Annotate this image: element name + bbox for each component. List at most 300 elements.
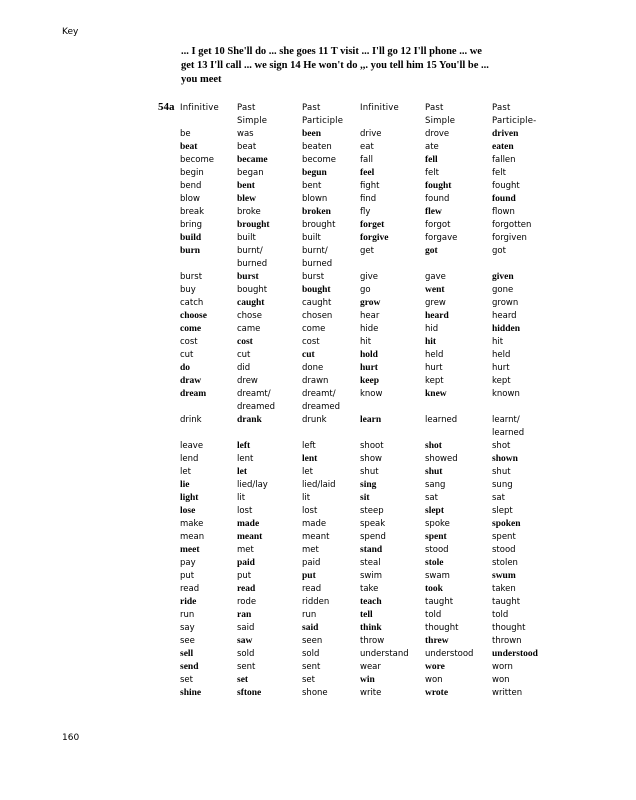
verb-form: learned	[425, 415, 458, 425]
verb-form: flew	[425, 207, 442, 217]
verb-form: given	[492, 272, 514, 282]
verb-row	[0, 310, 636, 323]
verb-row	[0, 180, 636, 193]
verb-form: beaten	[302, 142, 332, 152]
verb-form: blow	[180, 194, 200, 204]
page-number: 160	[62, 733, 80, 743]
verb-form: steep	[360, 506, 384, 516]
verb-form: fought	[492, 181, 520, 191]
verb-form: found	[425, 194, 450, 204]
verb-form: burst	[180, 272, 203, 282]
verb-form: hurt	[425, 363, 443, 373]
verb-row	[0, 609, 636, 622]
verb-form: cost	[302, 337, 320, 347]
verb-form: buy	[180, 285, 196, 295]
verb-form: taught	[425, 597, 454, 607]
verb-form: choose	[180, 311, 207, 321]
verb-form: understood	[492, 649, 538, 659]
verb-form: lit	[302, 493, 311, 503]
verb-form: show	[360, 454, 382, 464]
verb-form: break	[180, 207, 205, 217]
verb-form: thought	[492, 623, 526, 633]
verb-row	[0, 440, 636, 453]
verb-form: sold	[302, 649, 320, 659]
verb-form: spent	[425, 532, 447, 542]
verb-form: got	[425, 246, 438, 256]
verb-form: become	[302, 155, 337, 165]
column-header: Past Simple	[237, 103, 268, 126]
verb-row	[0, 570, 636, 583]
verb-form: read	[237, 584, 256, 594]
verb-form: brought	[237, 220, 270, 230]
verb-form: left	[302, 441, 316, 451]
verb-form: shot	[492, 441, 511, 451]
verb-form: came	[237, 324, 261, 334]
verb-form: cost	[237, 337, 253, 347]
verb-form: cut	[237, 350, 251, 360]
verb-form: built	[302, 233, 321, 243]
verb-form: hear	[360, 311, 380, 321]
verb-form: hidden	[492, 324, 520, 334]
verb-form: drank	[237, 415, 262, 425]
verb-form: met	[237, 545, 254, 555]
verb-form: forget	[360, 220, 385, 230]
verb-form: knew	[425, 389, 447, 399]
verb-form: kept	[425, 376, 444, 386]
verb-form: stood	[425, 545, 449, 555]
verb-form: brought	[302, 220, 336, 230]
verb-form: hit	[492, 337, 504, 347]
verb-form: burnt/ burned	[237, 246, 268, 269]
verb-form: been	[302, 129, 321, 139]
verb-form: cost	[180, 337, 198, 347]
verb-form: put	[180, 571, 195, 581]
verb-form: slept	[492, 506, 513, 516]
verb-form: let	[237, 467, 248, 477]
verb-form: sat	[492, 493, 505, 503]
verb-form: run	[180, 610, 195, 620]
verb-form: find	[360, 194, 377, 204]
verb-row	[0, 557, 636, 570]
verb-form: lie	[180, 480, 190, 490]
verb-row	[0, 154, 636, 167]
verb-form: found	[492, 194, 516, 204]
verb-row	[0, 284, 636, 297]
verb-form: rode	[237, 597, 257, 607]
verb-form: forgotten	[492, 220, 532, 230]
verb-form: meet	[180, 545, 200, 555]
verb-form: drink	[180, 415, 202, 425]
verb-form: shone	[302, 688, 328, 698]
exercise-number: 54a	[158, 101, 175, 113]
verb-form: mean	[180, 532, 205, 542]
verb-form: went	[425, 285, 445, 295]
verb-form: become	[180, 155, 215, 165]
verb-form: win	[360, 675, 375, 685]
verb-form: lend	[180, 454, 199, 464]
verb-form: fell	[425, 155, 438, 165]
verb-form: forgave	[425, 233, 458, 243]
verb-row	[0, 232, 636, 245]
verb-row	[0, 661, 636, 674]
verb-form: read	[180, 584, 200, 594]
verb-form: seen	[302, 636, 323, 646]
verb-table	[0, 128, 636, 700]
verb-form: eat	[360, 142, 374, 152]
verb-form: sat	[425, 493, 438, 503]
verb-form: held	[425, 350, 444, 360]
verb-form: blown	[302, 194, 328, 204]
verb-row	[0, 583, 636, 596]
verb-form: beat	[180, 142, 198, 152]
verb-form: begun	[302, 168, 327, 178]
verb-form: forgive	[360, 233, 389, 243]
verb-form: written	[492, 688, 523, 698]
verb-form: shut	[425, 467, 443, 477]
verb-form: drew	[237, 376, 258, 386]
verb-form: set	[237, 675, 249, 685]
verb-form: won	[425, 675, 443, 685]
answer-line: you meet	[181, 74, 222, 85]
verb-row	[0, 466, 636, 479]
verb-form: get	[360, 246, 374, 256]
verb-form: burnt/ burned	[302, 246, 333, 269]
verb-form: bent	[237, 181, 255, 191]
verb-form: let	[180, 467, 191, 477]
verb-form: said	[302, 623, 319, 633]
column-header: Infinitive	[180, 103, 219, 113]
verb-form: set	[302, 675, 315, 685]
verb-form: spoken	[492, 519, 521, 529]
verb-form: held	[492, 350, 511, 360]
answer-line: get 13 I'll call ... we sign 14 He won't do ,,. you tell him 15 You'll be ...	[181, 60, 489, 71]
verb-row	[0, 323, 636, 336]
verb-form: stood	[492, 545, 516, 555]
verb-row	[0, 297, 636, 310]
verb-form: chosen	[302, 311, 333, 321]
verb-form: left	[237, 441, 251, 451]
verb-form: swim	[360, 571, 383, 581]
verb-form: sftone	[237, 688, 262, 698]
verb-form: bought	[237, 285, 268, 295]
verb-form: slept	[425, 506, 444, 516]
verb-form: grow	[360, 298, 381, 308]
verb-form: hid	[425, 324, 439, 334]
verb-form: speak	[360, 519, 386, 529]
verb-form: give	[360, 272, 379, 282]
verb-form: see	[180, 636, 195, 646]
verb-form: meant	[237, 532, 263, 542]
verb-form: teach	[360, 597, 382, 607]
verb-form: burst	[302, 272, 325, 282]
verb-form: feel	[360, 168, 375, 178]
verb-form: put	[237, 571, 252, 581]
verb-form: understand	[360, 649, 409, 659]
verb-form: tell	[360, 610, 373, 620]
verb-form: bring	[180, 220, 203, 230]
verb-form: paid	[237, 558, 255, 568]
verb-form: heard	[425, 311, 449, 321]
verb-form: wear	[360, 662, 381, 672]
verb-form: ran	[237, 610, 252, 620]
verb-row	[0, 375, 636, 388]
verb-form: lose	[180, 506, 196, 516]
verb-form: saw	[237, 636, 253, 646]
verb-form: dream	[180, 389, 207, 399]
verb-form: grown	[492, 298, 519, 308]
verb-form: felt	[425, 168, 439, 178]
verb-form: felt	[492, 168, 506, 178]
verb-row	[0, 492, 636, 505]
verb-form: lent	[237, 454, 254, 464]
verb-form: broke	[237, 207, 261, 217]
verb-form: be	[180, 129, 191, 139]
verb-form: forgot	[425, 220, 451, 230]
verb-form: told	[425, 610, 442, 620]
verb-form: fight	[360, 181, 380, 191]
verb-form: lit	[237, 493, 246, 503]
verb-form: lost	[302, 506, 318, 516]
verb-form: fought	[425, 181, 452, 191]
verb-form: sent	[237, 662, 256, 672]
verb-form: light	[180, 493, 199, 503]
verb-form: flown	[492, 207, 515, 217]
verb-form: drove	[425, 129, 450, 139]
verb-row	[0, 687, 636, 700]
verb-form: sung	[492, 480, 513, 490]
verb-form: sing	[360, 480, 377, 490]
answer-text	[181, 45, 551, 87]
verb-form: built	[237, 233, 256, 243]
verb-row	[0, 648, 636, 661]
verb-form: lost	[237, 506, 253, 516]
verb-row	[0, 362, 636, 375]
verb-form: known	[492, 389, 520, 399]
verb-form: steal	[360, 558, 381, 568]
verb-form: taken	[492, 584, 516, 594]
verb-row	[0, 128, 636, 141]
verb-form: dreamt/ dreamed	[302, 389, 341, 412]
verb-form: pay	[180, 558, 196, 568]
verb-row	[0, 596, 636, 609]
verb-form: cut	[180, 350, 194, 360]
verb-form: beat	[237, 142, 257, 152]
verb-form: learn	[360, 415, 382, 425]
verb-form: draw	[180, 376, 202, 386]
verb-form: lent	[302, 454, 318, 464]
verb-form: taught	[492, 597, 521, 607]
verb-form: hurt	[492, 363, 510, 373]
verb-form: drawn	[302, 376, 329, 386]
verb-form: spend	[360, 532, 386, 542]
verb-row	[0, 635, 636, 648]
verb-form: done	[302, 363, 324, 373]
verb-form: burn	[180, 246, 201, 256]
verb-form: met	[302, 545, 319, 555]
verb-form: shine	[180, 688, 202, 698]
verb-form: was	[237, 129, 254, 139]
answer-line: ... I get 10 She'll do ... she goes 11 T visit ... I'll go 12 I'll phone ... we	[181, 46, 482, 57]
verb-form: wrote	[425, 688, 449, 698]
verb-form: shown	[492, 454, 518, 464]
verb-form: grew	[425, 298, 446, 308]
column-header: Past Participle-	[492, 103, 537, 126]
verb-form: thrown	[492, 636, 522, 646]
verb-row	[0, 167, 636, 180]
verb-form: keep	[360, 376, 379, 386]
verb-row	[0, 336, 636, 349]
verb-form: got	[492, 246, 506, 256]
verb-form: bought	[302, 285, 331, 295]
verb-form: read	[302, 584, 322, 594]
verb-form: stolen	[492, 558, 518, 568]
verb-form: bend	[180, 181, 202, 191]
verb-form: swam	[425, 571, 450, 581]
verb-form: chose	[237, 311, 262, 321]
verb-form: fall	[360, 155, 373, 165]
verb-form: dreamt/ dreamed	[237, 389, 276, 412]
verb-form: go	[360, 285, 371, 295]
verb-form: swum	[492, 571, 516, 581]
verb-form: stand	[360, 545, 383, 555]
verb-form: build	[180, 233, 202, 243]
verb-form: ride	[180, 597, 197, 607]
verb-form: make	[180, 519, 204, 529]
verb-form: fallen	[492, 155, 516, 165]
verb-row	[0, 206, 636, 219]
verb-form: heard	[492, 311, 517, 321]
verb-form: shut	[360, 467, 379, 477]
verb-form: meant	[302, 532, 330, 542]
verb-form: thought	[425, 623, 459, 633]
verb-form: stole	[425, 558, 444, 568]
verb-form: come	[302, 324, 326, 334]
verb-row	[0, 674, 636, 687]
verb-form: hold	[360, 350, 378, 360]
verb-form: worn	[492, 662, 513, 672]
verb-form: lied/laid	[302, 480, 336, 490]
verb-form: ate	[425, 142, 439, 152]
verb-form: put	[302, 571, 316, 581]
verb-form: hide	[360, 324, 379, 334]
verb-form: let	[302, 467, 313, 477]
verb-form: made	[302, 519, 327, 529]
verb-form: paid	[302, 558, 321, 568]
verb-form: fly	[360, 207, 371, 217]
verb-form: lied/lay	[237, 480, 268, 490]
verb-form: do	[180, 363, 191, 373]
verb-form: hit	[360, 337, 372, 347]
verb-form: come	[180, 324, 202, 334]
verb-form: threw	[425, 636, 449, 646]
verb-form: driven	[492, 129, 519, 139]
verb-form: sit	[360, 493, 370, 503]
verb-row	[0, 479, 636, 492]
verb-form: sold	[237, 649, 255, 659]
verb-form: write	[360, 688, 382, 698]
verb-form: told	[492, 610, 509, 620]
verb-form: shoot	[360, 441, 384, 451]
verb-form: drunk	[302, 415, 327, 425]
verb-row	[0, 505, 636, 518]
verb-form: begin	[180, 168, 204, 178]
verb-form: became	[237, 155, 268, 165]
verb-form: said	[237, 623, 255, 633]
verb-form: broken	[302, 207, 331, 217]
verb-form: shot	[425, 441, 442, 451]
verb-row	[0, 141, 636, 154]
verb-form: kept	[492, 376, 511, 386]
verb-row	[0, 414, 636, 440]
verb-form: send	[180, 662, 199, 672]
column-header: Past Simple	[425, 103, 456, 126]
verb-form: cut	[302, 350, 315, 360]
column-header: Infinitive	[360, 103, 399, 113]
running-header-key: Key	[62, 27, 79, 37]
verb-row	[0, 245, 636, 271]
verb-form: leave	[180, 441, 204, 451]
verb-form: know	[360, 389, 383, 399]
verb-form: understood	[425, 649, 474, 659]
verb-form: catch	[180, 298, 204, 308]
verb-form: drive	[360, 129, 382, 139]
verb-form: took	[425, 584, 443, 594]
verb-form: made	[237, 519, 260, 529]
verb-form: did	[237, 363, 251, 373]
verb-form: forgiven	[492, 233, 527, 243]
verb-form: showed	[425, 454, 458, 464]
verb-form: hurt	[360, 363, 378, 373]
verb-form: spoke	[425, 519, 450, 529]
verb-row	[0, 271, 636, 284]
column-header: Past Participle	[302, 103, 344, 126]
verb-row	[0, 531, 636, 544]
verb-form: learnt/ learned	[492, 415, 525, 438]
verb-form: gone	[492, 285, 514, 295]
verb-form: ridden	[302, 597, 330, 607]
verb-row	[0, 388, 636, 414]
verb-form: began	[237, 168, 264, 178]
verb-form: eaten	[492, 142, 514, 152]
verb-row	[0, 622, 636, 635]
verb-form: gave	[425, 272, 446, 282]
verb-form: set	[180, 675, 193, 685]
verb-row	[0, 544, 636, 557]
verb-form: shut	[492, 467, 511, 477]
verb-form: sang	[425, 480, 446, 490]
verb-form: spent	[492, 532, 516, 542]
verb-form: won	[492, 675, 510, 685]
verb-form: think	[360, 623, 382, 633]
verb-form: caught	[237, 298, 265, 308]
verb-row	[0, 349, 636, 362]
verb-form: wore	[425, 662, 445, 672]
verb-form: caught	[302, 298, 332, 308]
verb-form: burst	[237, 272, 259, 282]
verb-form: hit	[425, 337, 437, 347]
verb-row	[0, 219, 636, 232]
verb-row	[0, 193, 636, 206]
verb-row	[0, 518, 636, 531]
verb-form: bent	[302, 181, 322, 191]
verb-form: run	[302, 610, 317, 620]
verb-form: take	[360, 584, 379, 594]
verb-row	[0, 453, 636, 466]
verb-form: sell	[180, 649, 194, 659]
verb-form: say	[180, 623, 195, 633]
verb-form: throw	[360, 636, 385, 646]
verb-form: blew	[237, 194, 256, 204]
